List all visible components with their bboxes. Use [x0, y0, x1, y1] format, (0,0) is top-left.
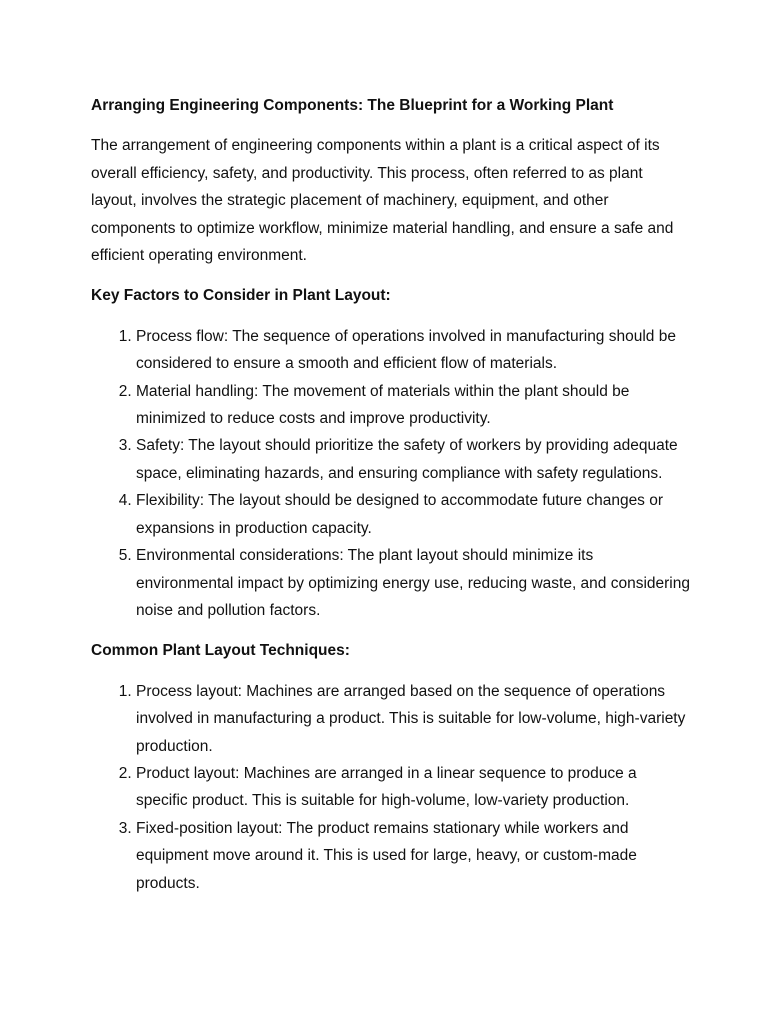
techniques-list	[91, 678, 691, 897]
list-item: 3. Fixed-position layout: The product remains stationary while workers and equipment move around it. This is used for large, heavy, or custom-made products.	[136, 815, 691, 897]
list-item: 1. Process flow: The sequence of operations involved in manufacturing should be considered to ensure a smooth and efficient flow of materials.	[136, 323, 691, 378]
techniques-heading: Common Plant Layout Techniques:	[91, 642, 350, 660]
list-item: 3. Safety: The layout should prioritize the safety of workers by providing adequate space, eliminating hazards, and ensuring compliance with safety regulations.	[136, 432, 691, 487]
list-item: 4. Flexibility: The layout should be designed to accommodate future changes or expansions in production capacity.	[136, 487, 691, 542]
document-page	[91, 92, 691, 910]
document-title: Arranging Engineering Components: The Blueprint for a Working Plant	[91, 97, 614, 114]
list-item: 1. Process layout: Machines are arranged based on the sequence of operations involved in manufacturing a product. This is suitable for low-volume, high-variety production.	[136, 678, 691, 760]
key-factors-heading: Key Factors to Consider in Plant Layout:	[91, 287, 391, 305]
intro-paragraph: The arrangement of engineering components within a plant is a critical aspect of its overall efficiency, safety, and productivity. This process, often referred to as plant layout, involves the strategic placement of machinery, equipment, and other components to optimize workflow, minimize material handling, and ensure a safe and efficient operating environment.	[91, 137, 674, 265]
list-item: 2. Product layout: Machines are arranged in a linear sequence to produce a specific product. This is suitable for high-volume, low-variety production.	[136, 760, 691, 815]
key-factors-list	[91, 323, 691, 624]
list-item: 2. Material handling: The movement of materials within the plant should be minimized to reduce costs and improve productivity.	[136, 378, 691, 433]
list-item: 5. Environmental considerations: The plant layout should minimize its environmental impact by optimizing energy use, reducing waste, and considering noise and pollution factors.	[136, 542, 691, 624]
